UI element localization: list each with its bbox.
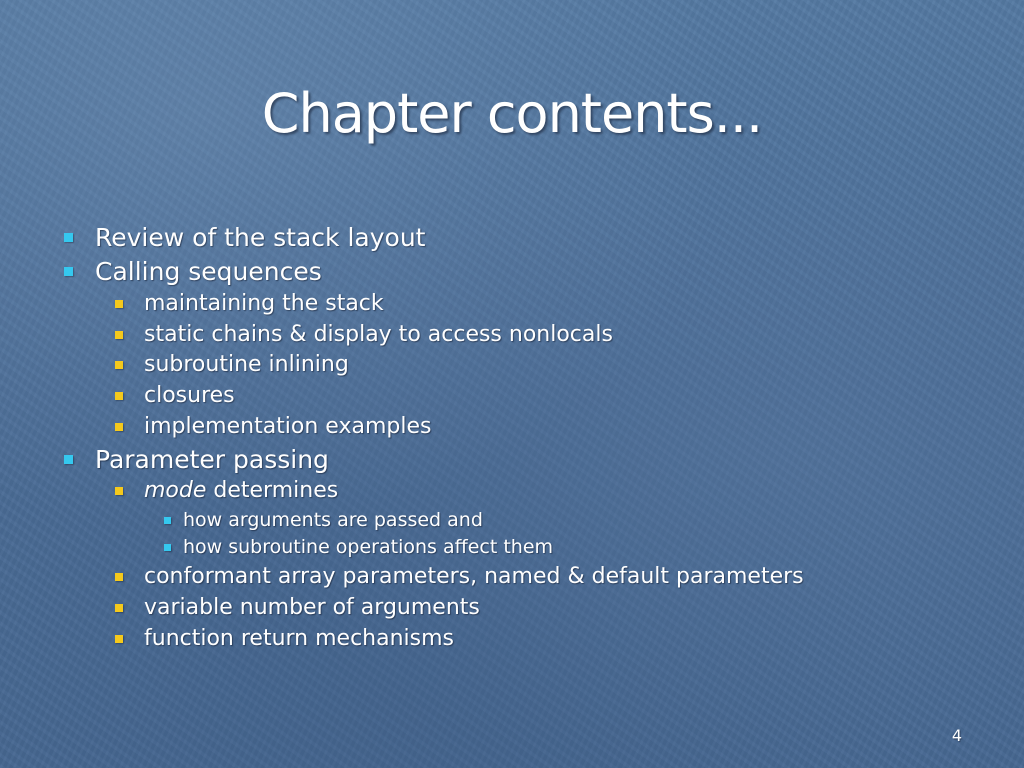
list-item-text: Calling sequences — [95, 257, 322, 286]
list-item-text: variable number of arguments — [144, 595, 480, 620]
list-item — [115, 383, 235, 408]
square-bullet-icon — [64, 233, 73, 242]
square-bullet-icon — [115, 573, 123, 581]
list-item — [115, 352, 349, 377]
list-item — [115, 291, 384, 316]
square-bullet-icon — [115, 423, 123, 431]
square-bullet-icon — [115, 635, 123, 643]
square-bullet-icon — [64, 455, 73, 464]
square-bullet-icon — [164, 544, 171, 551]
list-item — [115, 322, 613, 347]
square-bullet-icon — [115, 300, 123, 308]
list-item — [115, 564, 804, 589]
list-item — [115, 626, 454, 651]
italic-term: mode — [144, 478, 207, 503]
slide-title: Chapter contents... — [261, 82, 763, 145]
square-bullet-icon — [164, 517, 171, 524]
list-item-text: closures — [144, 383, 235, 408]
list-item — [64, 445, 329, 474]
list-item — [164, 509, 483, 531]
page-number: 4 — [951, 726, 962, 745]
square-bullet-icon — [115, 361, 123, 369]
square-bullet-icon — [64, 267, 73, 276]
list-item-text: Review of the stack layout — [95, 223, 426, 252]
list-item — [64, 223, 425, 252]
square-bullet-icon — [115, 487, 123, 495]
list-item-text: function return mechanisms — [144, 626, 455, 651]
list-item — [164, 536, 553, 558]
list-item-text: conformant array parameters, named & default parameters — [144, 564, 804, 589]
list-item-text: subroutine inlining — [144, 352, 349, 377]
square-bullet-icon — [115, 392, 123, 400]
list-item-text: maintaining the stack — [144, 291, 384, 316]
square-bullet-icon — [115, 604, 123, 612]
list-item-text: Parameter passing — [95, 445, 329, 474]
list-item-text: how subroutine operations affect them — [183, 536, 554, 558]
list-item-text — [144, 478, 338, 503]
square-bullet-icon — [115, 331, 123, 339]
list-item — [115, 595, 480, 620]
list-item-text: how arguments are passed and — [183, 509, 483, 531]
list-item — [64, 257, 322, 286]
list-item — [115, 414, 431, 439]
list-item-text: implementation examples — [144, 414, 432, 439]
list-item-text: static chains & display to access nonlocals — [144, 322, 613, 347]
list-item — [115, 478, 338, 503]
list-item-text-rest: determines — [206, 478, 339, 503]
